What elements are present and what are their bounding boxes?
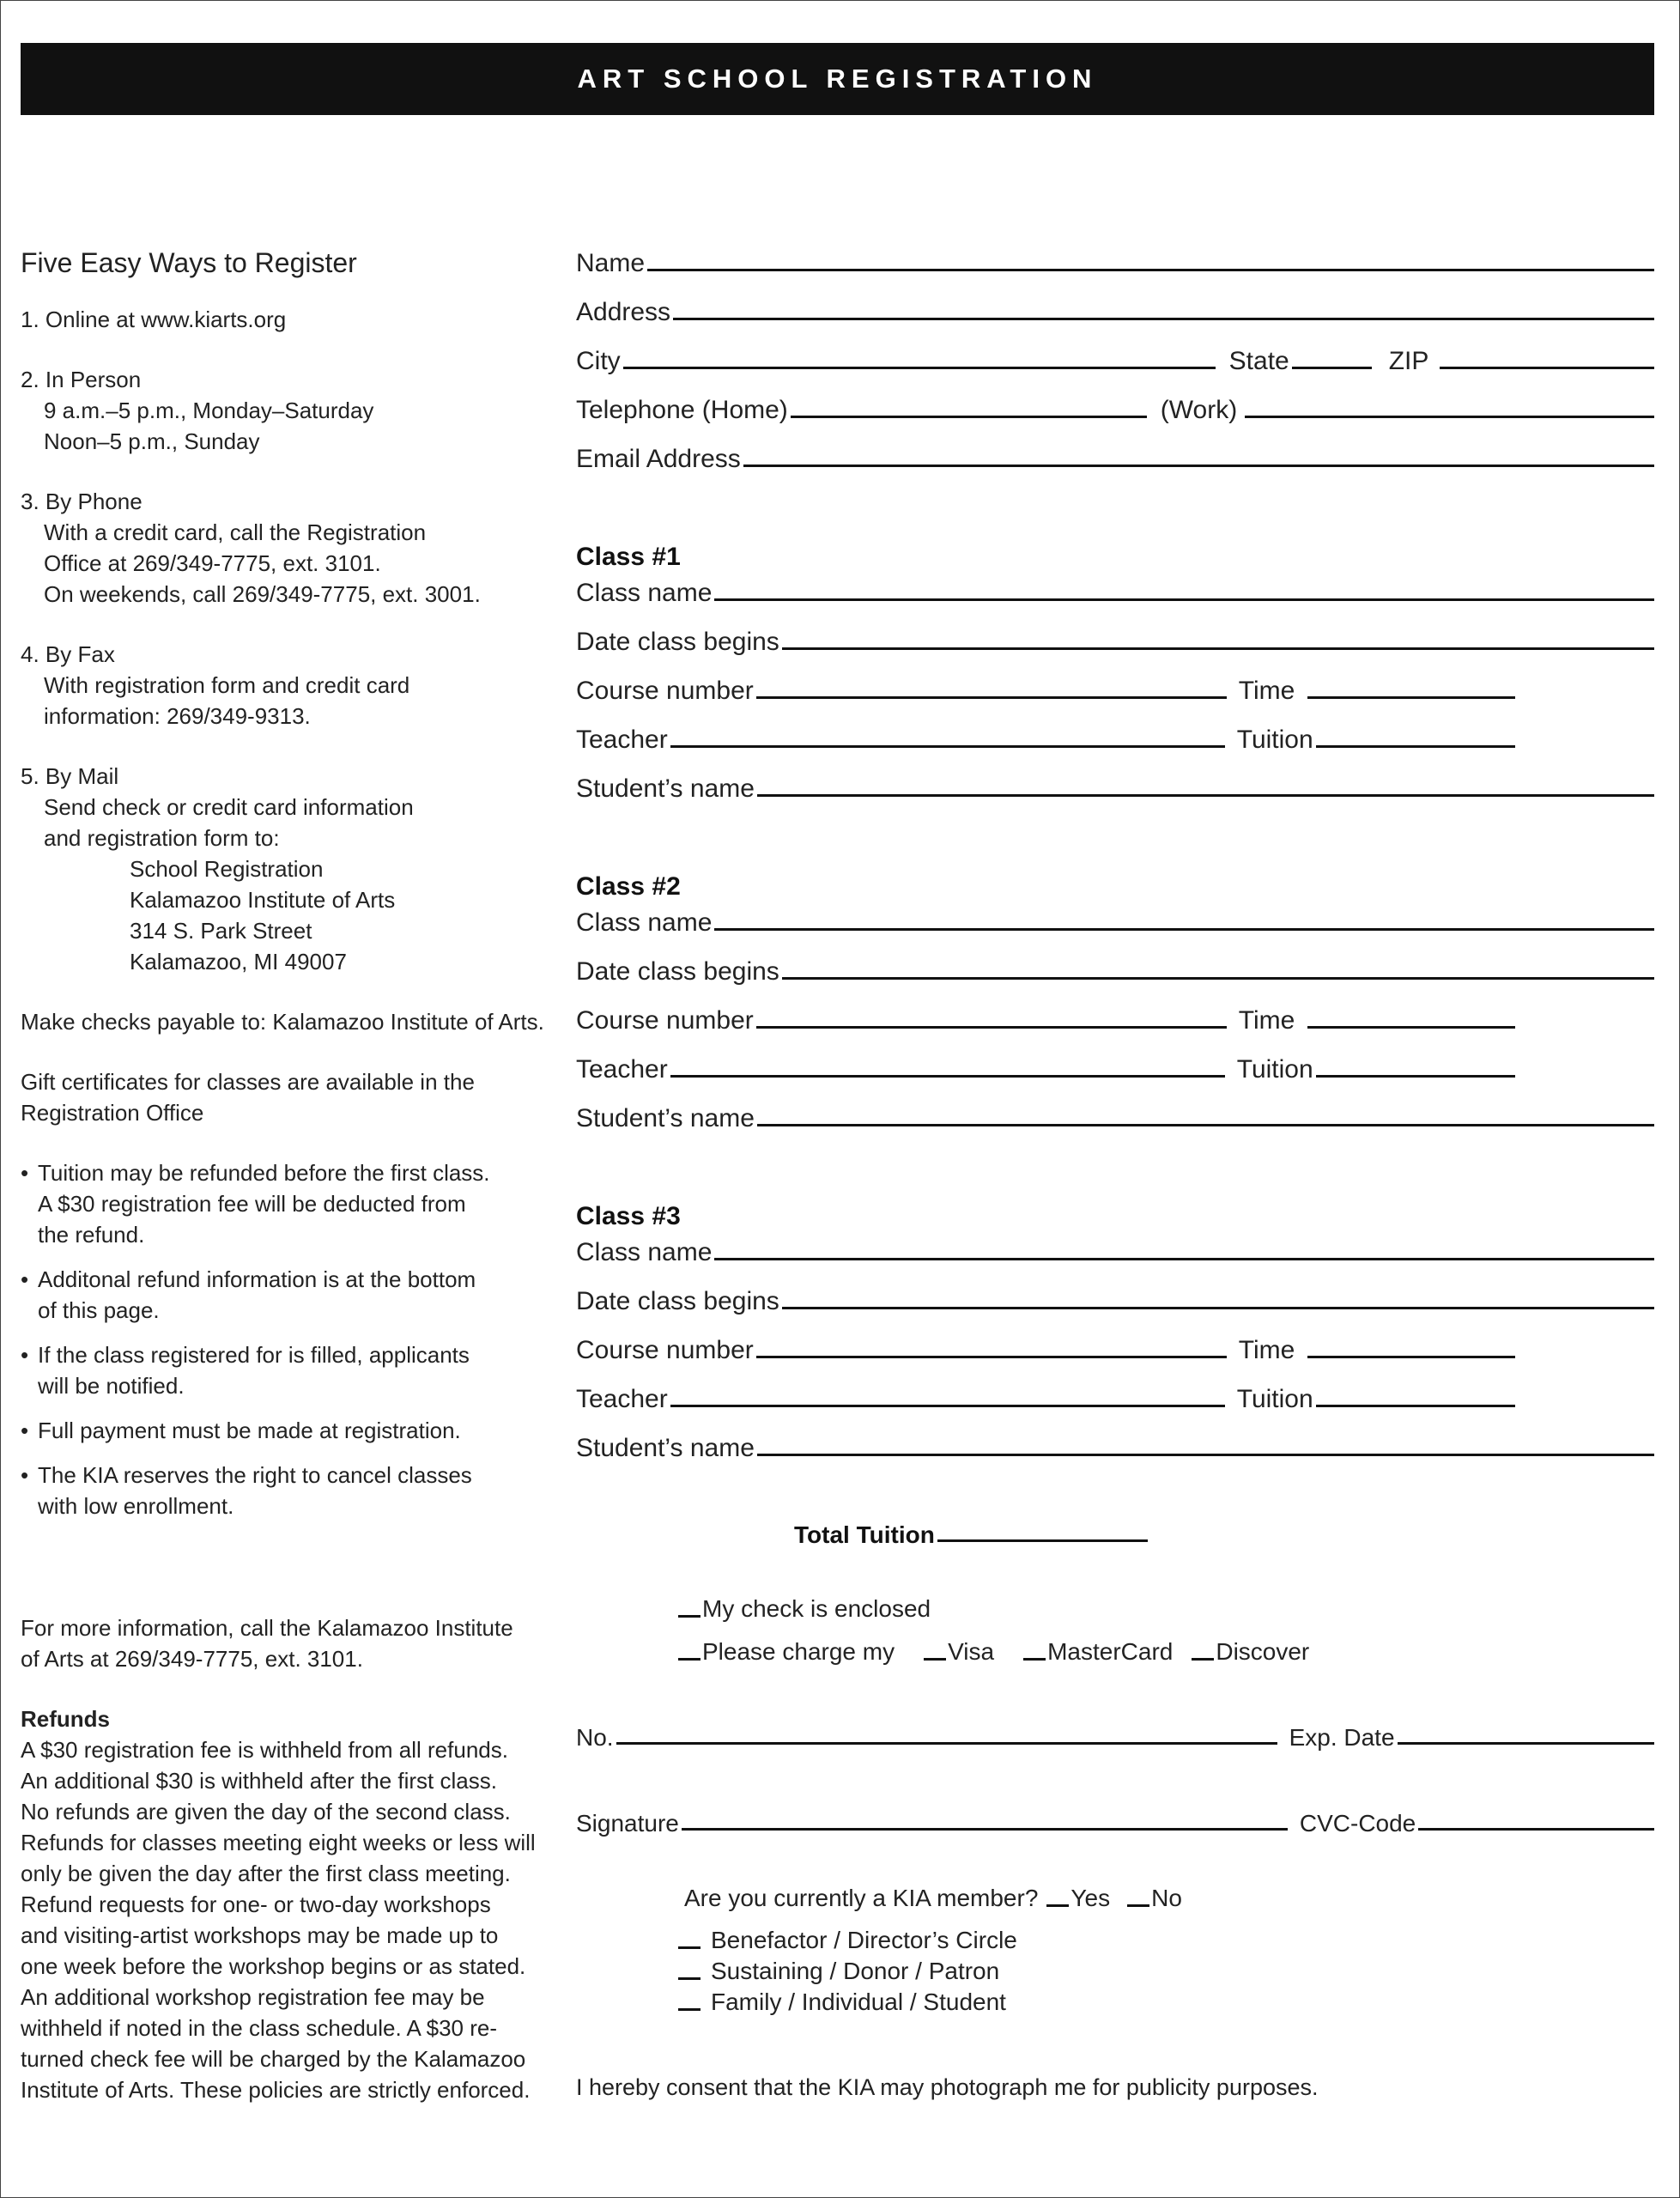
level2-label: Sustaining / Donor / Patron [711,1958,1000,1984]
bullet-icon: • [21,1462,29,1488]
refunds-line: A $30 registration fee is withheld from all refunds. [21,1737,508,1763]
instructions-column [21,247,549,2105]
refunds-line: Refunds for classes meeting eight weeks or less will [21,1830,536,1855]
class2-tuition-field[interactable] [1316,1074,1515,1078]
class3-name-field[interactable] [714,1257,1654,1260]
class-name-label: Class name [576,579,713,607]
way-line: With a credit card, call the Registration [44,519,427,545]
refunds-section [21,1703,549,2105]
class1-teacher-field[interactable] [670,744,1225,748]
card-no-field[interactable] [616,1741,1277,1745]
form-header [21,43,1654,115]
class2-teacher-row [576,1055,1515,1084]
card-number-row [576,1724,1654,1752]
ways-heading: Five Easy Ways to Register [21,247,357,278]
address-field[interactable] [673,317,1654,320]
class2-course-field[interactable] [756,1025,1227,1029]
refunds-line: Institute of Arts. These policies are strictly enforced. [21,2077,531,2103]
tuition-label: Tuition [1236,1385,1313,1413]
bullet-item [21,1157,549,1250]
page-title: ART SCHOOL REGISTRATION [577,64,1098,94]
email-label: Email Address [576,445,741,473]
member-level-option[interactable] [678,1927,1017,1954]
more-info-line: of Arts at 269/349-7775, ext. 3101. [21,1646,363,1672]
class1-student-row [576,774,1654,804]
bullet-item [21,1415,549,1446]
class1-name-row [576,579,1654,608]
tel-work-field[interactable] [1245,415,1654,418]
bullet-line: Tuition may be refunded before the first class. [38,1160,490,1186]
zip-field[interactable] [1440,366,1654,369]
address-row [576,298,1654,327]
date-begins-label: Date class begins [576,957,779,986]
way-line: and registration form to: [44,825,280,851]
gift-certificates [21,1066,549,1128]
time-label: Time [1238,1006,1295,1035]
please-charge-blank[interactable] [678,1658,701,1661]
way-title: 5. By Mail [21,763,119,789]
bullet-line: Full payment must be made at registration. [38,1418,461,1443]
class2-date-field[interactable] [782,976,1654,980]
class1-student-field[interactable] [757,793,1654,797]
teacher-label: Teacher [576,1385,668,1413]
total-tuition-label: Total Tuition [794,1521,935,1548]
bullet-line: will be notified. [38,1373,185,1399]
refunds-line: An additional $30 is withheld after the first class. [21,1768,497,1794]
exp-date-label: Exp. Date [1289,1724,1395,1751]
check-enclosed-label: My check is enclosed [702,1595,931,1622]
city-label: City [576,347,621,375]
way-in-person [21,364,549,457]
visa-label: Visa [948,1638,995,1665]
exp-date-field[interactable] [1398,1741,1654,1745]
course-number-label: Course number [576,1336,754,1364]
name-label: Name [576,249,646,277]
tel-home-field[interactable] [791,415,1147,418]
signature-field[interactable] [682,1827,1288,1831]
total-tuition-field[interactable] [937,1539,1148,1542]
tuition-label: Tuition [1236,1055,1313,1084]
teacher-label: Teacher [576,1055,668,1084]
member-level-option[interactable] [678,1989,1006,2016]
way-line: With registration form and credit card [44,672,410,698]
class3-title: Class #3 [576,1202,681,1230]
email-field[interactable] [743,464,1654,467]
class2-course-row [576,1006,1515,1035]
way-title: 3. By Phone [21,489,143,514]
refunds-line: Refund requests for one- or two-day workshops [21,1891,491,1917]
student-name-label: Student’s name [576,774,755,803]
member-no-blank[interactable] [1127,1904,1149,1907]
class2-name-row [576,908,1654,938]
gift-line: Registration Office [21,1100,204,1126]
policy-bullets [21,1157,549,1521]
checks-payable: Make checks payable to: Kalamazoo Institute of Arts. [21,1009,544,1035]
class1-course-row [576,677,1515,706]
check-enclosed-blank[interactable] [678,1615,701,1618]
way-line: Send check or credit card information [44,794,414,820]
refunds-line: only be given the day after the first class meeting. [21,1861,511,1886]
mastercard-blank[interactable] [1023,1658,1046,1661]
more-info-line: For more information, call the Kalamazoo Institute [21,1615,513,1641]
class3-teacher-field[interactable] [670,1404,1225,1407]
check-enclosed-option[interactable] [678,1595,931,1623]
tuition-label: Tuition [1236,726,1313,754]
class2-name-field[interactable] [714,927,1654,931]
mastercard-label: MasterCard [1047,1638,1174,1665]
card-no-label: No. [576,1724,614,1751]
mail-address-line: Kalamazoo, MI 49007 [130,949,347,975]
level1-label: Benefactor / Director’s Circle [711,1927,1017,1953]
class-name-label: Class name [576,908,713,937]
class3-student-field[interactable] [757,1453,1654,1456]
date-begins-label: Date class begins [576,628,779,656]
telephone-row [576,396,1654,425]
class2-time-field[interactable] [1307,1025,1515,1029]
name-row [576,249,1654,278]
more-info [21,1612,549,1674]
level1-blank[interactable] [678,1946,701,1949]
way-mail [21,761,549,977]
class3-student-row [576,1434,1654,1463]
refunds-line: turned check fee will be charged by the Kalamazoo [21,2046,526,2072]
mail-address-line: 314 S. Park Street [130,918,312,944]
class3-date-row [576,1287,1654,1316]
class2-title: Class #2 [576,872,681,901]
teacher-label: Teacher [576,726,668,754]
state-label: State [1228,347,1289,375]
course-number-label: Course number [576,677,754,705]
class3-course-row [576,1336,1515,1365]
please-charge-label: Please charge my [702,1638,895,1665]
bullet-line: Additonal refund information is at the bottom [38,1266,476,1292]
class1-title: Class #1 [576,543,681,571]
zip-label: ZIP [1388,347,1429,375]
class2-date-row [576,957,1654,987]
bullet-icon: • [21,1266,29,1292]
visa-blank[interactable] [924,1658,946,1661]
class2-student-row [576,1104,1654,1133]
class1-date-row [576,628,1654,657]
date-begins-label: Date class begins [576,1287,779,1315]
bullet-line: The KIA reserves the right to cancel classes [38,1462,472,1488]
class-name-label: Class name [576,1238,713,1266]
level2-blank[interactable] [678,1977,701,1980]
bullet-item [21,1339,549,1401]
total-tuition-row [794,1521,1148,1549]
cvc-field[interactable] [1418,1827,1654,1831]
mail-address-line: School Registration [130,856,324,882]
member-yes-label: Yes [1070,1885,1111,1911]
way-online: 1. Online at www.kiarts.org [21,307,287,332]
name-field[interactable] [647,268,1654,271]
class3-teacher-row [576,1385,1515,1414]
student-name-label: Student’s name [576,1104,755,1132]
way-title: 2. In Person [21,367,142,392]
class3-tuition-field[interactable] [1316,1404,1515,1407]
student-name-label: Student’s name [576,1434,755,1462]
time-label: Time [1238,677,1295,705]
state-field[interactable] [1292,366,1372,369]
level3-blank[interactable] [678,2008,701,2011]
gift-line: Gift certificates for classes are available in the [21,1069,475,1095]
tel-home-label: Telephone (Home) [576,396,788,424]
member-question-row [684,1885,1182,1912]
discover-label: Discover [1216,1638,1310,1665]
level3-label: Family / Individual / Student [711,1989,1006,2015]
mail-address-line: Kalamazoo Institute of Arts [130,887,396,913]
bullet-line: of this page. [38,1297,160,1323]
class2-teacher-field[interactable] [670,1074,1225,1078]
city-row [576,347,1654,376]
way-phone [21,486,549,610]
bullet-item [21,1460,549,1521]
refunds-line: withheld if noted in the class schedule. A $30 re- [21,2015,498,2041]
cvc-label: CVC-Code [1299,1810,1416,1837]
class3-date-field[interactable] [782,1306,1654,1309]
photo-consent: I hereby consent that the KIA may photograph me for publicity purposes. [576,2074,1319,2100]
bullet-line: the refund. [38,1222,145,1248]
class1-tuition-field[interactable] [1316,744,1515,748]
way-fax [21,639,549,732]
discover-blank[interactable] [1192,1658,1214,1661]
class1-time-field[interactable] [1307,695,1515,699]
class1-course-field[interactable] [756,695,1227,699]
class3-time-field[interactable] [1307,1355,1515,1358]
bullet-line: with low enrollment. [38,1493,234,1519]
member-question-label: Are you currently a KIA member? [684,1885,1039,1911]
way-title: 4. By Fax [21,641,115,667]
way-line: 9 a.m.–5 p.m., Monday–Saturday [44,398,374,423]
charge-options-row [678,1638,1309,1666]
bullet-line: If the class registered for is filled, applicants [38,1342,470,1368]
way-line: Office at 269/349-7775, ext. 3101. [44,550,381,576]
email-row [576,445,1654,474]
way-line: information: 269/349-9313. [44,703,311,729]
refunds-title: Refunds [21,1706,110,1732]
class1-name-field[interactable] [714,598,1654,601]
city-field[interactable] [623,366,1216,369]
refunds-line: No refunds are given the day of the second class. [21,1799,511,1825]
refunds-line: and visiting-artist workshops may be made up to [21,1922,499,1948]
way-line: Noon–5 p.m., Sunday [44,428,260,454]
class1-teacher-row [576,726,1515,755]
class3-course-field[interactable] [756,1355,1227,1358]
class1-date-field[interactable] [782,647,1654,650]
refunds-line: An additional workshop registration fee may be [21,1984,485,2010]
tel-work-label: (Work) [1160,396,1238,424]
member-no-label: No [1151,1885,1182,1911]
way-line: On weekends, call 269/349-7775, ext. 3001. [44,581,481,607]
bullet-item [21,1264,549,1326]
class3-name-row [576,1238,1654,1267]
refunds-line: one week before the workshop begins or as stated. [21,1953,526,1979]
bullet-icon: • [21,1342,29,1368]
member-yes-blank[interactable] [1046,1904,1069,1907]
time-label: Time [1238,1336,1295,1364]
bullet-icon: • [21,1418,29,1443]
signature-row [576,1810,1654,1837]
bullet-line: A $30 registration fee will be deducted from [38,1191,466,1217]
signature-label: Signature [576,1810,679,1837]
class2-student-field[interactable] [757,1123,1654,1126]
course-number-label: Course number [576,1006,754,1035]
member-level-option[interactable] [678,1958,999,1985]
bullet-icon: • [21,1160,29,1186]
address-label: Address [576,298,671,326]
